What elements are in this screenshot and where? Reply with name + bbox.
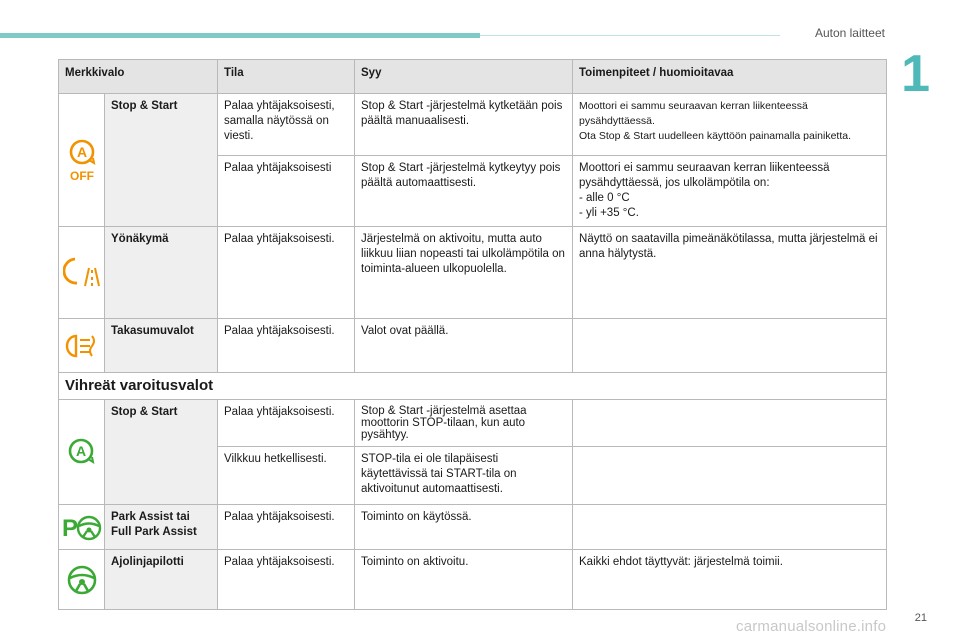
svg-text:P: P bbox=[61, 515, 78, 542]
header-toimenpiteet: Toimenpiteet / huomioitavaa bbox=[573, 60, 887, 94]
light-name: Stop & Start bbox=[105, 94, 218, 227]
stop-start-off-icon bbox=[64, 137, 100, 183]
syy-cell: Toiminto on käytössä. bbox=[355, 505, 573, 550]
green-section-title: Vihreät varoitusvalot bbox=[59, 373, 887, 400]
table-row bbox=[59, 319, 887, 373]
rear-fog-light-icon bbox=[64, 333, 100, 359]
toimenpiteet-line: Moottori ei sammu seuraavan kerran liikenteessä pysähdyttäessä, jos ulkolämpötila on: bbox=[579, 162, 830, 189]
toimenpiteet-cell: Kaikki ehdot täyttyvät: järjestelmä toimii. bbox=[573, 550, 887, 610]
header-tila: Tila bbox=[218, 60, 355, 94]
syy-cell: Toiminto on aktivoitu. bbox=[355, 550, 573, 610]
light-name: Park Assist tai Full Park Assist bbox=[105, 505, 218, 550]
lane-pilot-icon bbox=[66, 564, 98, 596]
section-row bbox=[59, 373, 887, 400]
night-vision-icon bbox=[63, 256, 101, 290]
icon-cell bbox=[59, 94, 105, 227]
light-name: Yönäkymä bbox=[105, 227, 218, 319]
syy-cell: Stop & Start -järjestelmä asettaa moottorin STOP-tilaan, kun auto pysähtyy. bbox=[355, 400, 573, 447]
syy-cell: Stop & Start -järjestelmä kytketään pois päältä manuaalisesti. bbox=[355, 94, 573, 156]
stop-start-icon bbox=[65, 437, 99, 467]
toimenpiteet-cell: Näyttö on saatavilla pimeänäkötilassa, mutta järjestelmä ei anna hälytystä. bbox=[573, 227, 887, 319]
toimenpiteet-line: Moottori ei sammu seuraavan kerran liikenteessä pysähdyttäessä. bbox=[579, 100, 808, 127]
icon-cell bbox=[59, 319, 105, 373]
tila-cell: Palaa yhtäjaksoisesti. bbox=[218, 400, 355, 447]
header-syy: Syy bbox=[355, 60, 573, 94]
toimenpiteet-cell bbox=[573, 319, 887, 373]
light-name: Ajolinjapilotti bbox=[105, 550, 218, 610]
toimenpiteet-line: - alle 0 °C bbox=[579, 192, 630, 204]
table-row bbox=[59, 227, 887, 319]
syy-cell: Valot ovat päällä. bbox=[355, 319, 573, 373]
table-row bbox=[59, 505, 887, 550]
syy-cell: Stop & Start -järjestelmä kytkeytyy pois päältä automaattisesti. bbox=[355, 156, 573, 227]
icon-cell bbox=[59, 505, 105, 550]
toimenpiteet-cell bbox=[573, 400, 887, 447]
header-accent-bar bbox=[0, 33, 480, 38]
tila-cell: Vilkkuu hetkellisesti. bbox=[218, 447, 355, 505]
toimenpiteet-cell bbox=[573, 447, 887, 505]
header-accent-line bbox=[480, 35, 780, 36]
table-row bbox=[59, 400, 887, 447]
tila-cell: Palaa yhtäjaksoisesti, samalla näytössä on viesti. bbox=[218, 94, 355, 156]
light-name: Stop & Start bbox=[105, 400, 218, 505]
tila-cell: Palaa yhtäjaksoisesti. bbox=[218, 227, 355, 319]
icon-cell bbox=[59, 550, 105, 610]
page-number: 21 bbox=[914, 612, 927, 624]
tila-cell: Palaa yhtäjaksoisesti. bbox=[218, 319, 355, 373]
table-header-row bbox=[59, 60, 887, 94]
light-name: Takasumuvalot bbox=[105, 319, 218, 373]
toimenpiteet-cell bbox=[573, 505, 887, 550]
park-assist-icon bbox=[61, 512, 103, 542]
header-merkkivalo: Merkkivalo bbox=[59, 60, 218, 94]
svg-text:OFF: OFF bbox=[69, 169, 94, 183]
tila-cell: Palaa yhtäjaksoisesti. bbox=[218, 505, 355, 550]
svg-text:A: A bbox=[76, 144, 87, 160]
tila-cell: Palaa yhtäjaksoisesti bbox=[218, 156, 355, 227]
table-row bbox=[59, 550, 887, 610]
section-title: Auton laitteet bbox=[814, 26, 885, 40]
warning-lights-table bbox=[58, 59, 887, 610]
toimenpiteet-line: - yli +35 °C. bbox=[579, 207, 639, 219]
svg-text:A: A bbox=[75, 443, 86, 459]
toimenpiteet-cell bbox=[573, 156, 887, 227]
syy-cell: STOP-tila ei ole tilapäisesti käytettävissä tai START-tila on aktivoitunut automaattisesti. bbox=[355, 447, 573, 505]
syy-cell: Järjestelmä on aktivoitu, mutta auto liikkuu liian nopeasti tai ulkolämpötila on toiminta-alueen ulkopuolella. bbox=[355, 227, 573, 319]
chapter-number: 1 bbox=[901, 45, 930, 103]
icon-cell bbox=[59, 400, 105, 505]
table-row bbox=[59, 94, 887, 156]
toimenpiteet-line: Ota Stop & Start uudelleen käyttöön painamalla painiketta. bbox=[579, 130, 852, 142]
toimenpiteet-cell bbox=[573, 94, 887, 156]
tila-cell: Palaa yhtäjaksoisesti. bbox=[218, 550, 355, 610]
icon-cell bbox=[59, 227, 105, 319]
watermark: carmanualsonline.info bbox=[736, 618, 887, 635]
